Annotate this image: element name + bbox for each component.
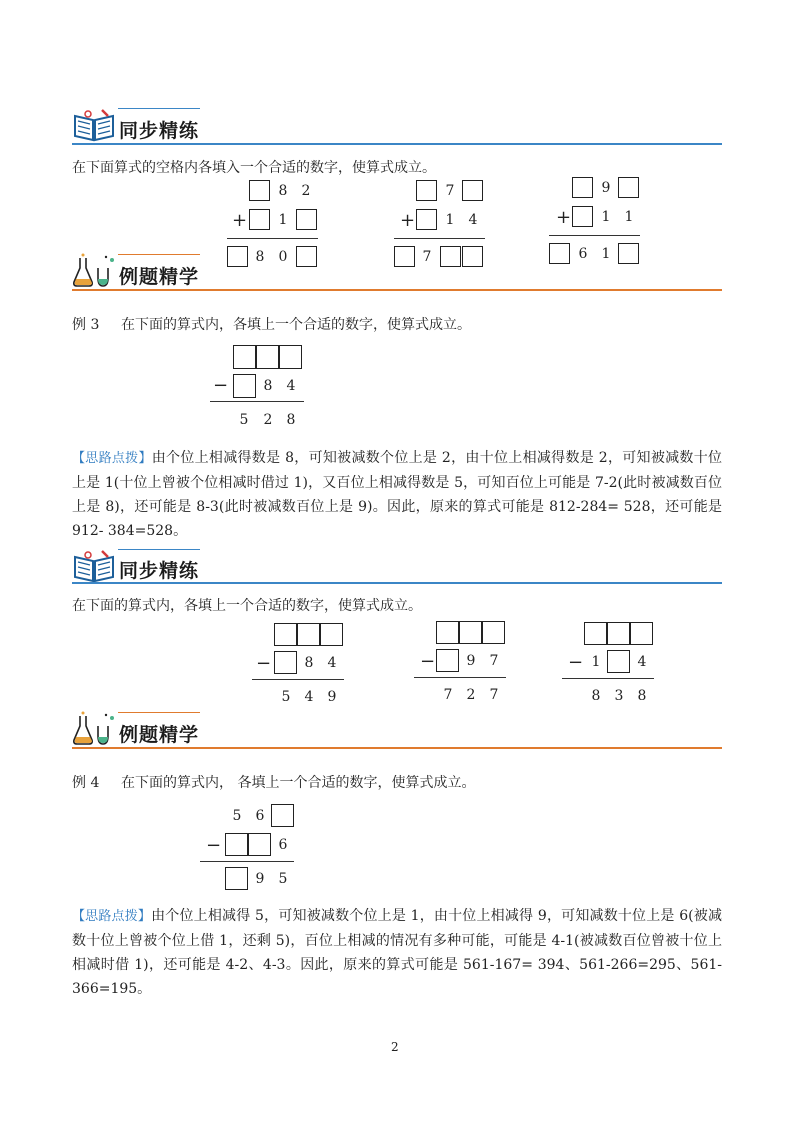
digit: 1 [601, 246, 611, 262]
example4-text: 在下面的算式内， 各填上一个合适的数字，使算式成立。 [121, 775, 476, 791]
digit: 2 [301, 183, 311, 199]
flask-icon [72, 252, 116, 294]
example3-text: 在下面的算式内，各填上一个合适的数字，使算式成立。 [121, 317, 471, 333]
answer-box[interactable] [227, 246, 248, 267]
plus-sign: + [556, 207, 572, 228]
section-top-rule [118, 254, 200, 255]
answer-box[interactable] [233, 374, 256, 398]
digit: 9 [601, 180, 611, 196]
digit: 2 [263, 412, 273, 428]
example3-tip [72, 446, 722, 543]
minus-sign: − [206, 835, 222, 856]
answer-box[interactable] [225, 867, 248, 890]
digit: 8 [286, 412, 296, 428]
digit: 7 [422, 249, 432, 265]
section-rule [72, 289, 722, 291]
digit: 3 [614, 688, 624, 704]
answer-box[interactable] [296, 246, 317, 267]
plus-sign: + [400, 210, 416, 231]
answer-box[interactable] [618, 243, 639, 264]
page-number: 2 [391, 1040, 399, 1054]
section-title-example-2: 例题精学 [119, 724, 200, 746]
digit: 1 [445, 212, 455, 228]
digit: 7 [445, 183, 455, 199]
answer-box[interactable] [482, 621, 505, 644]
answer-box[interactable] [572, 177, 593, 198]
answer-box[interactable] [320, 623, 343, 646]
digit: 7 [443, 687, 453, 703]
answer-box[interactable] [249, 180, 270, 201]
digit: 4 [468, 212, 478, 228]
answer-box[interactable] [630, 622, 653, 645]
answer-box[interactable] [279, 345, 302, 369]
digit: 9 [327, 689, 337, 705]
answer-box[interactable] [440, 246, 461, 267]
digit: 6 [278, 837, 288, 853]
answer-box[interactable] [233, 345, 256, 369]
answer-box[interactable] [296, 209, 317, 230]
answer-box[interactable] [584, 622, 607, 645]
sum-line [394, 238, 485, 239]
flask-icon [72, 710, 116, 752]
diff-line [252, 679, 344, 680]
digit: 1 [278, 212, 288, 228]
digit: 8 [278, 183, 288, 199]
digit: 6 [578, 246, 588, 262]
section-rule [72, 582, 722, 584]
sync1-instruction: 在下面算式的空格内各填入一个合适的数字，使算式成立。 [72, 160, 436, 176]
answer-box[interactable] [436, 621, 459, 644]
answer-box[interactable] [436, 649, 459, 672]
section-title-example-1: 例题精学 [119, 266, 200, 288]
digit: 1 [624, 209, 634, 225]
digit: 5 [281, 689, 291, 705]
diff-line [210, 401, 304, 402]
tip-text: 由个位上相减得 5，可知被减数个位上是 1，由十位上相减得 9，可知减数十位上是 6(被减数十位上曾被个位上借 1，还剩 5)，百位上相减的情况有多种可能，可能是 4-1(被减数百位曾被十位上相减时借 1)，还可能是 4-2、4-3。因此，原来的算式可能是 561-167= 394、561-266=295、561-366=195。 [72, 908, 722, 997]
example4-tip [72, 904, 722, 1001]
digit: 8 [637, 688, 647, 704]
minus-sign: − [568, 652, 584, 673]
answer-box[interactable] [607, 650, 630, 673]
digit: 7 [489, 687, 499, 703]
digit: 5 [239, 412, 249, 428]
section-rule [72, 143, 722, 145]
answer-box[interactable] [607, 622, 630, 645]
book-icon [72, 108, 116, 146]
answer-box[interactable] [459, 621, 482, 644]
section-rule [72, 747, 722, 749]
answer-box[interactable] [618, 177, 639, 198]
tip-label: 【思路点拨】 [72, 451, 152, 466]
answer-box[interactable] [225, 833, 248, 856]
example3-label: 例 3 [72, 317, 100, 333]
sync2-instruction: 在下面的算式内，各填上一个合适的数字，使算式成立。 [72, 598, 422, 614]
section-title-sync-2: 同步精练 [119, 560, 200, 582]
answer-box[interactable] [462, 246, 483, 267]
answer-box[interactable] [249, 209, 270, 230]
digit: 8 [304, 655, 314, 671]
answer-box[interactable] [248, 833, 271, 856]
section-top-rule [118, 549, 200, 550]
digit: 7 [489, 653, 499, 669]
answer-box[interactable] [572, 206, 593, 227]
digit: 4 [286, 378, 296, 394]
minus-sign: − [420, 651, 436, 672]
section-top-rule [118, 712, 200, 713]
digit: 5 [278, 871, 288, 887]
answer-box[interactable] [274, 623, 297, 646]
digit: 4 [327, 655, 337, 671]
minus-sign: − [213, 375, 229, 396]
digit: 6 [255, 808, 265, 824]
digit: 9 [255, 871, 265, 887]
answer-box[interactable] [271, 804, 294, 827]
tip-text: 由个位上相减得数是 8，可知被减数个位上是 2，由十位上相减得数是 2，可知被减数十位上是 1(十位上曾被个位相减时借过 1)，又百位上相减得数是 5，可知百位上可能是 7-2(此时被减数百位上是 8)，还可能是 8-3(此时被减数百位上是 9)。因此，原来的算式可能是 812-284= 528，还可能是 912- 384=528。 [72, 450, 722, 539]
answer-box[interactable] [416, 180, 437, 201]
digit: 4 [304, 689, 314, 705]
digit: 0 [278, 249, 288, 265]
answer-box[interactable] [416, 209, 437, 230]
answer-box[interactable] [549, 243, 570, 264]
digit: 9 [466, 653, 476, 669]
diff-line [562, 678, 654, 679]
digit: 4 [637, 654, 647, 670]
diff-line [414, 677, 506, 678]
sum-line [549, 235, 640, 236]
minus-sign: − [256, 653, 272, 674]
digit: 8 [255, 249, 265, 265]
section-top-rule [118, 108, 200, 109]
tip-label: 【思路点拨】 [72, 909, 152, 924]
example4-label: 例 4 [72, 775, 100, 791]
plus-sign: + [232, 210, 248, 231]
digit: 8 [591, 688, 601, 704]
answer-box[interactable] [394, 246, 415, 267]
digit: 1 [601, 209, 611, 225]
answer-box[interactable] [297, 623, 320, 646]
digit: 8 [263, 378, 273, 394]
digit: 1 [591, 654, 601, 670]
digit: 2 [466, 687, 476, 703]
section-title-sync-1: 同步精练 [119, 120, 200, 142]
answer-box[interactable] [274, 651, 297, 674]
digit: 5 [232, 808, 242, 824]
diff-line [200, 861, 294, 862]
answer-box[interactable] [256, 345, 279, 369]
answer-box[interactable] [462, 180, 483, 201]
sum-line [227, 238, 318, 239]
